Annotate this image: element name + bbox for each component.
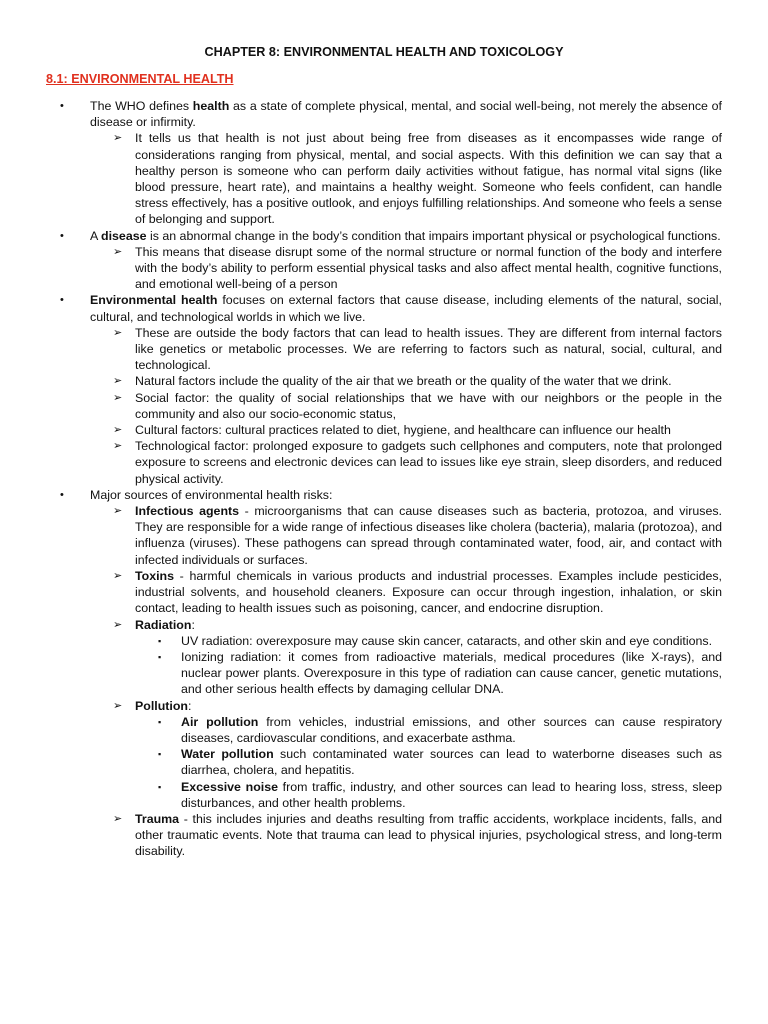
item-text: focuses on external factors that cause disease, including elements of the natural, social, cultural, and technological worlds in which we live. (90, 293, 722, 324)
sub-sub-item-text: such contaminated water sources can lead to waterborne diseases such as diarrhea, cholera, and hepatitis. (181, 747, 722, 778)
sub-item-term: Trauma (135, 811, 180, 826)
bullet-marker: ➢ (113, 391, 123, 404)
sub-sub-bullet-item (0, 746, 768, 778)
sub-item-text: Cultural factors: cultural practices related to diet, hygiene, and healthcare can influence our health (135, 423, 671, 438)
chapter-title: CHAPTER 8: ENVIRONMENTAL HEALTH AND TOXICOLOGY (204, 45, 564, 59)
sub-item-text: - this includes injuries and deaths resulting from traffic accidents, workplace incidents, falls, and other traumatic events. Note that trauma can lead to physical injuries, psychological stress, and long-term disability. (135, 811, 722, 859)
sub-item-text: Natural factors include the quality of the air that we breath or the quality of the water that we drink. (135, 374, 672, 389)
sub-bullet-item (0, 373, 768, 389)
bullet-marker: ▪ (158, 716, 162, 727)
sub-item-term: Pollution (135, 698, 188, 713)
sub-bullet-item (0, 811, 768, 860)
bullet-item (0, 228, 768, 244)
bullet-marker: ➢ (113, 245, 123, 258)
sub-bullet-item (0, 422, 768, 438)
sub-sub-item-text: from traffic, industry, and other sources can lead to hearing loss, stress, sleep disturbances, and other health problems. (181, 779, 723, 810)
item-term: health (192, 99, 230, 113)
sub-bullet-item (0, 568, 768, 617)
item-text: as a state of complete physical, mental, and social well-being, not merely the absence of disease or infirmity. (90, 99, 722, 130)
sub-item-text: It tells us that health is not just about being free from diseases as it encompasses wide range of considerations ranging from physical, mental, and social aspects. With this definition we can say that a healthy person is someone who can perform daily activities without fatigue, has normal vital signs (like blood pressure, heart rate), and maintains a healthy weight. Someone who feels confident, can handle stress effectively, has a positive outlook, and enjoys fulfilling relationships. And someone who feels a sense of belonging and support. (135, 131, 722, 227)
item-text: The WHO defines (90, 99, 193, 113)
bullet-item (0, 98, 768, 130)
sub-bullet-item (0, 503, 768, 568)
bullet-marker: ▪ (158, 635, 162, 646)
sub-item-text: : (188, 698, 192, 713)
document-body (0, 98, 768, 860)
sub-item-term: Infectious agents (135, 504, 240, 519)
bullet-marker: ➢ (113, 440, 123, 453)
bullet-marker: ▪ (158, 651, 162, 662)
sub-item-text: - microorganisms that can cause diseases such as bacteria, protozoa, and viruses. They are responsible for a wide range of infectious diseases like cholera (bacteria), malaria (protozoa), and influenza (viruses). These pathogens can spread through contaminated water, food, air, and contact with infected individuals or surfaces. (135, 504, 722, 567)
section-heading: 8.1: ENVIRONMENTAL HEALTH (46, 72, 234, 86)
sub-bullet-item (0, 130, 768, 227)
bullet-marker: ➢ (113, 569, 123, 582)
bullet-marker: ▪ (158, 749, 162, 760)
sub-sub-item-term: Air pollution (181, 714, 259, 729)
bullet-item (0, 292, 768, 324)
item-text: is an abnormal change in the body’s condition that impairs important physical or psychological functions. (146, 228, 721, 243)
sub-item-term: Radiation (135, 617, 192, 632)
sub-sub-bullet-item (0, 649, 768, 698)
item-term: Environmental health (90, 293, 218, 308)
sub-sub-bullet-item (0, 779, 768, 811)
bullet-marker: ➢ (113, 132, 123, 145)
sub-bullet-item (0, 244, 768, 293)
bullet-marker: • (60, 100, 64, 112)
sub-item-term: Toxins (135, 568, 175, 583)
sub-bullet-item (0, 390, 768, 422)
bullet-item (0, 487, 768, 503)
sub-item-text: This means that disease disrupt some of the normal structure or normal function of the body and interfere with the body’s ability to perform essential physical tasks and also affect mental health, cognitive functions, and emotional well-being of a person (135, 244, 722, 292)
bullet-marker: • (60, 294, 64, 307)
bullet-marker: ➢ (113, 699, 123, 712)
item-term: disease (101, 228, 147, 243)
item-text: A (90, 228, 102, 243)
sub-item-text: Technological factor: prolonged exposure to gadgets such cellphones and computers, note that prolonged exposure to screens and electronic devices can lead to issues like eye strain, sleep disorders, and reduced physical activity. (135, 439, 722, 486)
sub-bullet-item (0, 617, 768, 633)
sub-bullet-item (0, 325, 768, 374)
sub-sub-bullet-item (0, 714, 768, 746)
sub-item-text: Social factor: the quality of social relationships that we have with our neighbors or the people in the community and also our socio-economic status, (135, 390, 722, 421)
sub-sub-bullet-item (0, 633, 768, 649)
sub-item-text: : (191, 617, 195, 632)
bullet-marker: • (60, 229, 64, 242)
bullet-marker: • (60, 488, 64, 501)
bullet-marker: ➢ (113, 505, 123, 518)
sub-sub-item-term: Water pollution (181, 747, 274, 762)
bullet-marker: ➢ (113, 326, 123, 339)
sub-sub-item-text: from vehicles, industrial emissions, and other sources can cause respiratory diseases, cardiovascular conditions, and exacerbate asthma. (181, 714, 722, 745)
sub-sub-item-text: UV radiation: overexposure may cause skin cancer, cataracts, and other skin and eye conditions. (181, 633, 713, 648)
sub-sub-item-text: Ionizing radiation: it comes from radioactive materials, medical procedures (like X-rays), and nuclear power plants. Overexposure in this type of radiation can cause cancer, genetic mutations, and other serious health effects by damaging cellular DNA. (181, 649, 722, 697)
sub-item-text: - harmful chemicals in various products and industrial processes. Examples include pesticides, industrial solvents, and household cleaners. Exposure can occur through ingestion, inhalation, or skin contact, leading to health issues such as poisoning, cancer, and endocrine disruption. (135, 568, 722, 616)
sub-bullet-item (0, 438, 768, 487)
bullet-marker: ▪ (158, 781, 162, 792)
sub-item-text: These are outside the body factors that can lead to health issues. They are different from internal factors like genetics or metabolic processes. We are referring to factors such as natural, social, cultural, and technological. (135, 325, 722, 373)
bullet-marker: ➢ (113, 812, 123, 825)
bullet-marker: ➢ (113, 618, 123, 631)
bullet-marker: ➢ (113, 375, 123, 388)
sub-sub-item-term: Excessive noise (181, 779, 278, 794)
item-text: Major sources of environmental health risks: (90, 487, 333, 502)
sub-bullet-item (0, 698, 768, 714)
bullet-marker: ➢ (113, 424, 123, 437)
